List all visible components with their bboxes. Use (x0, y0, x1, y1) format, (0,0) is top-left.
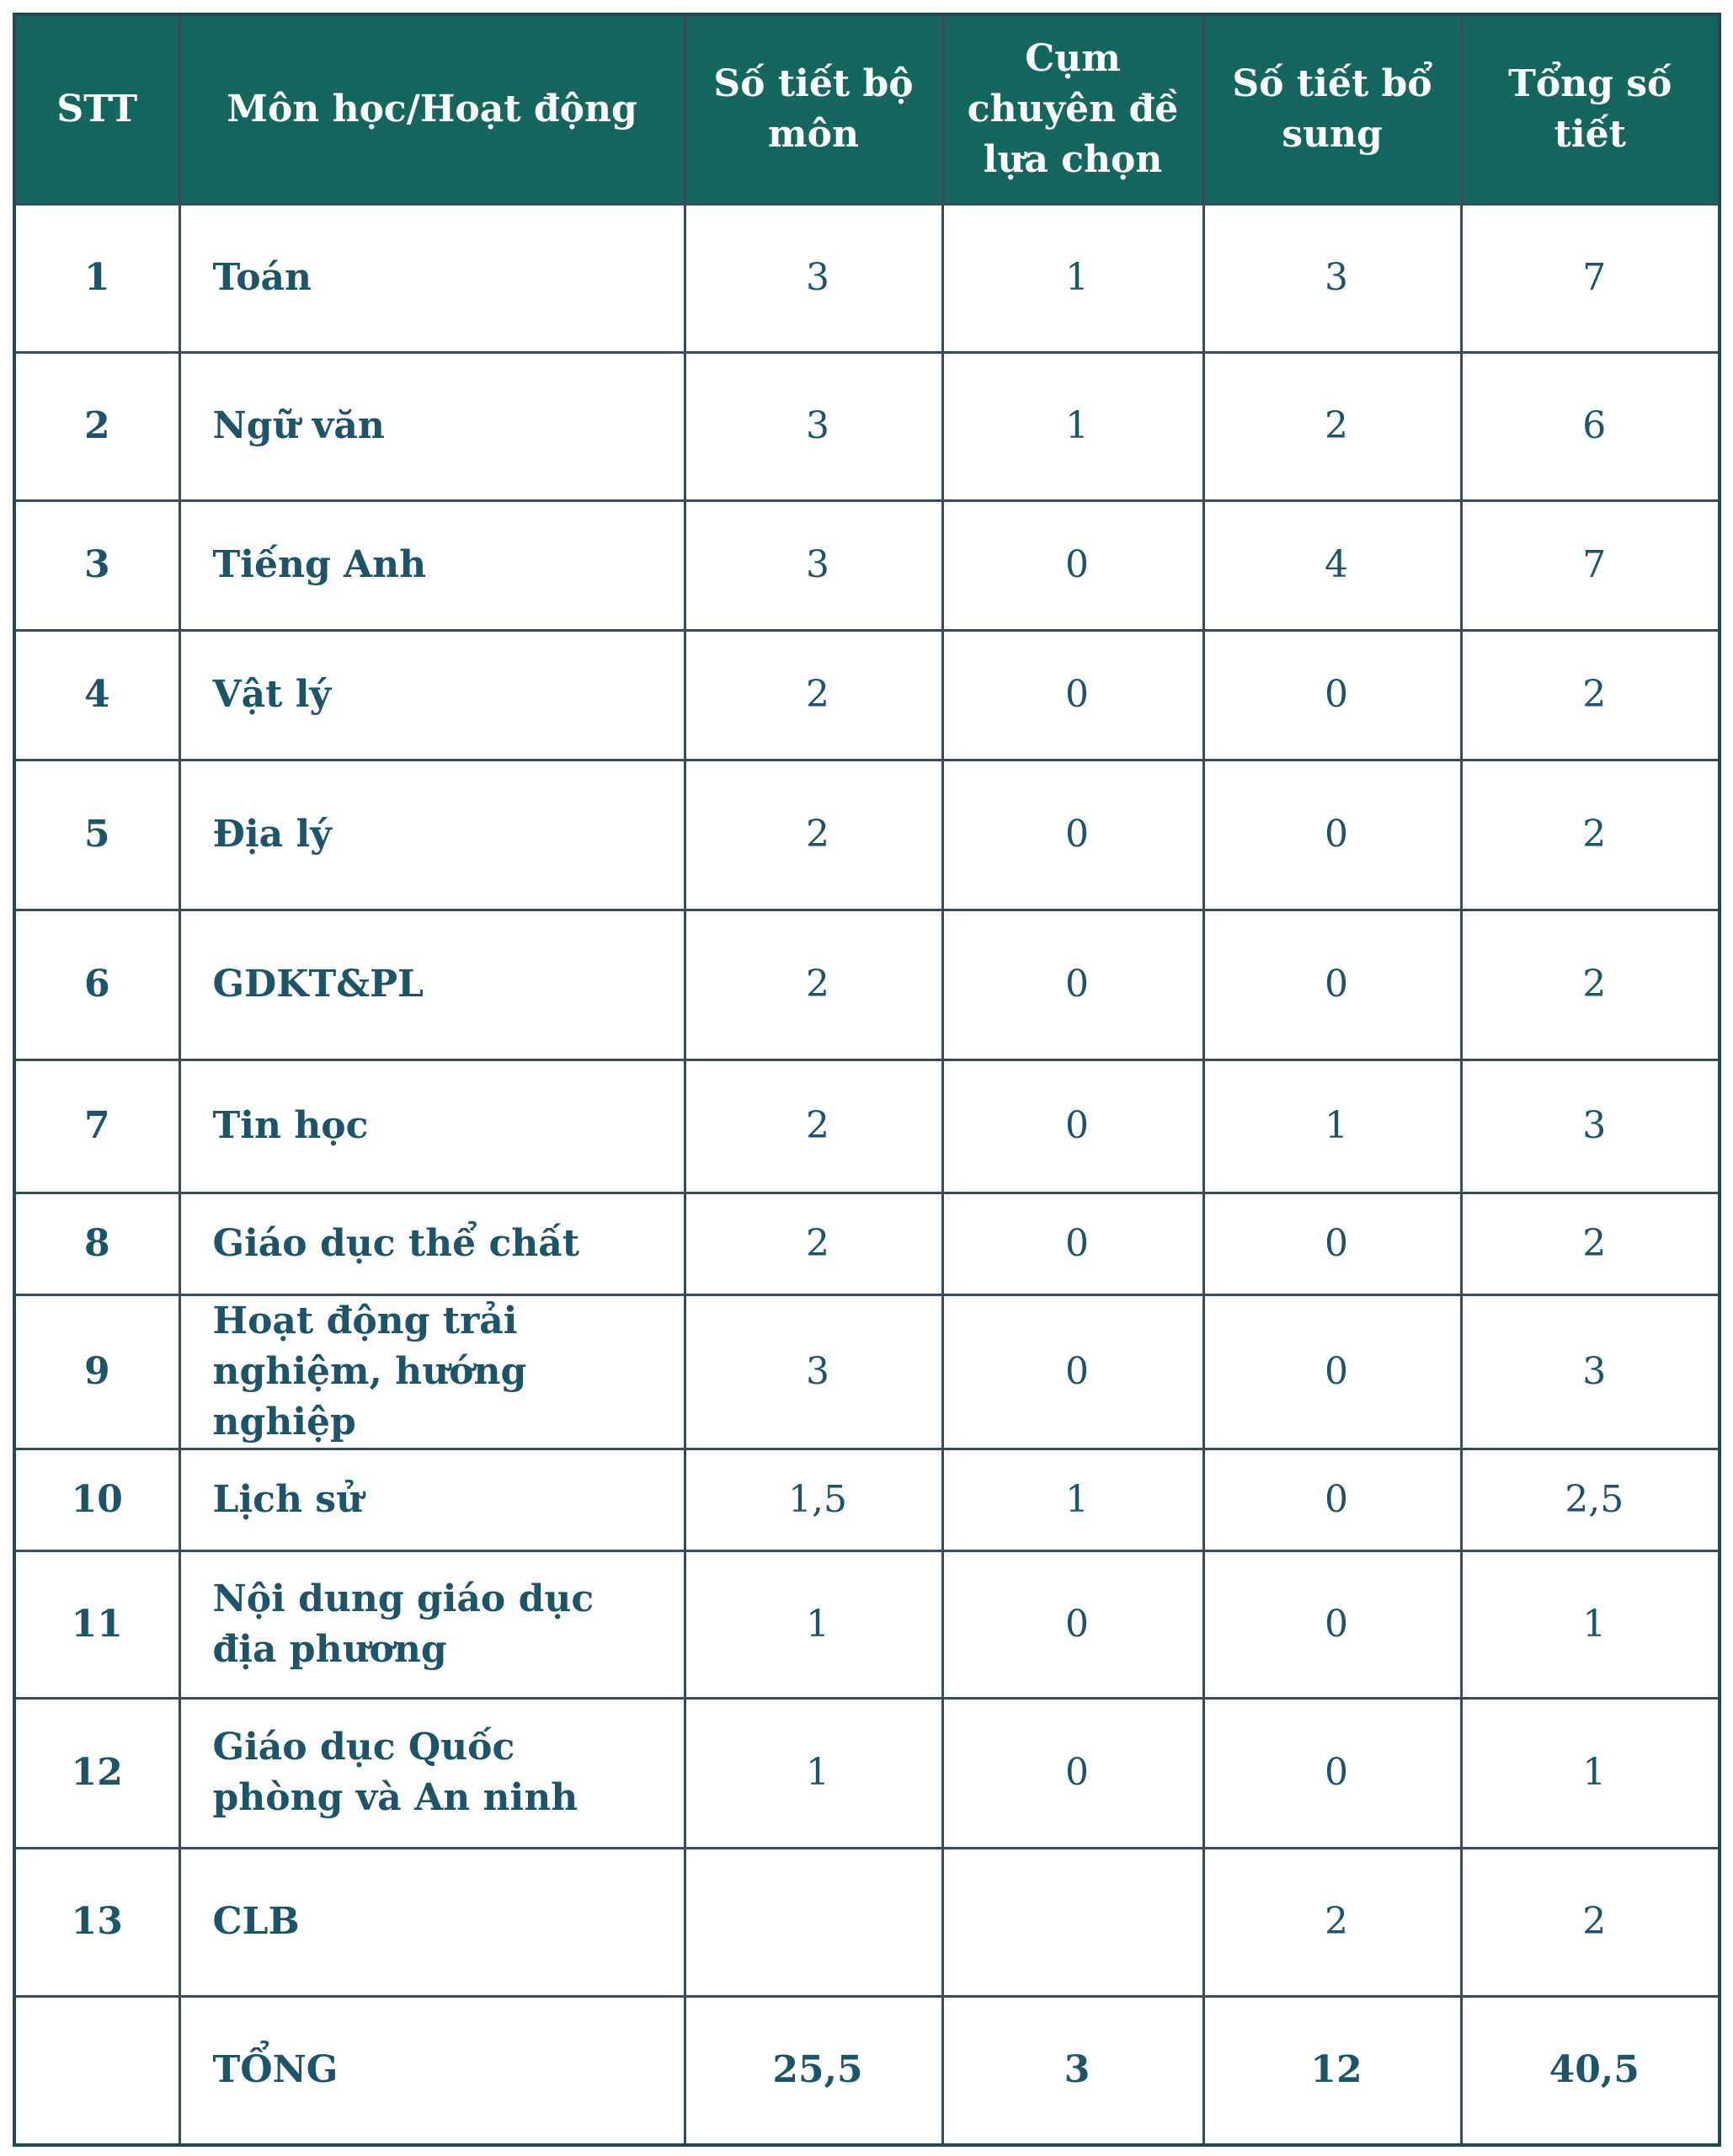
cell-subject: Giáo dục Quốc phòng và An ninh (179, 1698, 685, 1848)
cell-stt: 12 (14, 1698, 179, 1848)
cell-elective-cluster: 0 (942, 1193, 1203, 1294)
table-row (14, 204, 1720, 352)
cell-subject: Nội dung giáo dục địa phương (179, 1550, 685, 1698)
table-row (14, 1698, 1720, 1848)
cell-subject: Vật lý (179, 630, 685, 760)
cell-total-hours: 7 (1461, 500, 1720, 630)
cell-base-hours: 2 (685, 1059, 942, 1193)
cell-stt: 8 (14, 1193, 179, 1294)
cell-base-hours: 3 (685, 352, 942, 500)
header-base-hours: Số tiết bộ môn (685, 14, 942, 204)
cell-total-hours: 6 (1461, 352, 1720, 500)
table-row (14, 1550, 1720, 1698)
cell-subject: Tin học (179, 1059, 685, 1193)
cell-extra-hours: 1 (1203, 1059, 1461, 1193)
total-row (14, 1996, 1720, 2145)
cell-subject: Lịch sử (179, 1449, 685, 1550)
cell-elective-cluster: 0 (942, 760, 1203, 910)
header-elective-cluster: Cụm chuyên đề lựa chọn (942, 14, 1203, 204)
cell-stt: 5 (14, 760, 179, 910)
cell-extra-hours: 4 (1203, 500, 1461, 630)
cell-elective-cluster: 1 (942, 1449, 1203, 1550)
table-row (14, 500, 1720, 630)
table-header (14, 14, 1720, 204)
cell-extra-hours: 0 (1203, 1294, 1461, 1449)
cell-elective-cluster: 0 (942, 1294, 1203, 1449)
cell-extra-hours: 0 (1203, 760, 1461, 910)
cell-elective-cluster (942, 1848, 1203, 1996)
table-row (14, 352, 1720, 500)
cell-base-hours (685, 1848, 942, 1996)
cell-extra-hours: 0 (1203, 910, 1461, 1059)
cell-base-hours: 1 (685, 1698, 942, 1848)
cell-extra-hours: 0 (1203, 1698, 1461, 1848)
cell-subject: Giáo dục thể chất (179, 1193, 685, 1294)
total-elective-cluster: 3 (942, 1996, 1203, 2145)
cell-total-hours: 2 (1461, 1193, 1720, 1294)
cell-elective-cluster: 0 (942, 910, 1203, 1059)
table-row (14, 1294, 1720, 1449)
header-extra-hours: Số tiết bổ sung (1203, 14, 1461, 204)
cell-stt: 13 (14, 1848, 179, 1996)
cell-stt: 7 (14, 1059, 179, 1193)
cell-total-hours: 2 (1461, 630, 1720, 760)
table-row (14, 760, 1720, 910)
cell-total-hours: 2,5 (1461, 1449, 1720, 1550)
table-row (14, 1449, 1720, 1550)
cell-elective-cluster: 0 (942, 1059, 1203, 1193)
cell-subject: Tiếng Anh (179, 500, 685, 630)
cell-base-hours: 1,5 (685, 1449, 942, 1550)
cell-base-hours: 2 (685, 910, 942, 1059)
cell-subject: CLB (179, 1848, 685, 1996)
cell-total-hours: 7 (1461, 204, 1720, 352)
table-row (14, 1059, 1720, 1193)
cell-extra-hours: 0 (1203, 1193, 1461, 1294)
cell-stt: 6 (14, 910, 179, 1059)
cell-base-hours: 3 (685, 1294, 942, 1449)
cell-elective-cluster: 1 (942, 204, 1203, 352)
cell-base-hours: 2 (685, 630, 942, 760)
cell-base-hours: 3 (685, 500, 942, 630)
cell-stt: 9 (14, 1294, 179, 1449)
cell-elective-cluster: 0 (942, 630, 1203, 760)
cell-total-hours: 1 (1461, 1698, 1720, 1848)
table-body (14, 204, 1720, 2145)
cell-subject: Toán (179, 204, 685, 352)
table-row (14, 910, 1720, 1059)
total-label: TỔNG (179, 1996, 685, 2145)
total-base-hours: 25,5 (685, 1996, 942, 2145)
cell-extra-hours: 2 (1203, 352, 1461, 500)
table-row (14, 1193, 1720, 1294)
cell-total-hours: 2 (1461, 1848, 1720, 1996)
cell-total-hours: 3 (1461, 1059, 1720, 1193)
total-total-hours: 40,5 (1461, 1996, 1720, 2145)
header-total-hours: Tổng số tiết (1461, 14, 1720, 204)
cell-extra-hours: 0 (1203, 630, 1461, 760)
cell-stt: 3 (14, 500, 179, 630)
lesson-hours-table (13, 13, 1721, 2147)
total-extra-hours: 12 (1203, 1996, 1461, 2145)
cell-total-hours: 1 (1461, 1550, 1720, 1698)
cell-extra-hours: 2 (1203, 1848, 1461, 1996)
cell-subject: Địa lý (179, 760, 685, 910)
cell-subject: GDKT&PL (179, 910, 685, 1059)
cell-elective-cluster: 0 (942, 500, 1203, 630)
cell-extra-hours: 0 (1203, 1449, 1461, 1550)
cell-extra-hours: 0 (1203, 1550, 1461, 1698)
header-subject: Môn học/Hoạt động (179, 14, 685, 204)
cell-subject: Ngữ văn (179, 352, 685, 500)
cell-stt: 2 (14, 352, 179, 500)
cell-stt: 1 (14, 204, 179, 352)
cell-base-hours: 2 (685, 1193, 942, 1294)
table-row (14, 1848, 1720, 1996)
cell-base-hours: 2 (685, 760, 942, 910)
cell-base-hours: 3 (685, 204, 942, 352)
cell-total-hours: 3 (1461, 1294, 1720, 1449)
header-row (14, 14, 1720, 204)
header-stt: STT (14, 14, 179, 204)
total-stt (14, 1996, 179, 2145)
cell-elective-cluster: 0 (942, 1550, 1203, 1698)
cell-stt: 10 (14, 1449, 179, 1550)
cell-total-hours: 2 (1461, 760, 1720, 910)
cell-stt: 11 (14, 1550, 179, 1698)
cell-total-hours: 2 (1461, 910, 1720, 1059)
cell-stt: 4 (14, 630, 179, 760)
table-row (14, 630, 1720, 760)
cell-elective-cluster: 1 (942, 352, 1203, 500)
cell-base-hours: 1 (685, 1550, 942, 1698)
cell-extra-hours: 3 (1203, 204, 1461, 352)
cell-subject: Hoạt động trải nghiệm, hướng nghiệp (179, 1294, 685, 1449)
cell-elective-cluster: 0 (942, 1698, 1203, 1848)
